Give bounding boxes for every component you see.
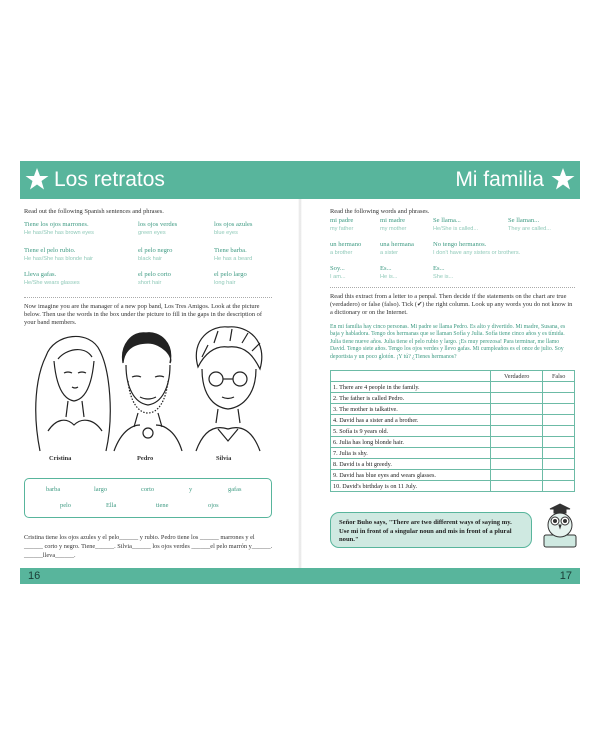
word-box-item: tiene (156, 502, 169, 509)
vocab-item: Es... He is... (380, 265, 398, 280)
penpal-letter: En mi familia hay cinco personas. Mi padre se llama Pedro. Es alto y divertido. Mi madre, Susana, es baja y habladora. Tengo dos hermanas que se llaman Sofía y Julia. Sofía tiene cinco años y es tímida. Julia tiene nueve años. Julia tiene el pelo rubio y largo. ¡Es muy perezosa! Para terminar, me llamo David. Tengo siete años. Tengo los ojos verdes y llevo gafas. Mi cumpleaños es el once de julio. Soy deportista y un poco glotón. ¡Y tú? ¿Tienes hermanos? (330, 324, 566, 360)
statement-cell: 4. David has a sister and a brother. (331, 415, 491, 426)
word-box-item: gafas (228, 486, 242, 493)
word-box-item: ojos (208, 502, 219, 509)
vocab-item: Se llama... He/She is called... (433, 217, 479, 232)
right-instruction-2: Read this extract from a letter to a penpal. Then decide if the statements on the chart are true (verdadero) or false (falso). Tick (✔) the right column. Look up any words you do not know in a dictionary or on the Internet. (330, 293, 573, 317)
vocab-item: Tiene barba. He has a beard (214, 247, 253, 262)
vocab-item: Tiene los ojos marrones. He has/She has brown eyes (24, 221, 94, 236)
vocab-item: un hermano a brother (330, 241, 362, 256)
verdadero-cell[interactable] (491, 393, 543, 404)
verdadero-cell[interactable] (491, 404, 543, 415)
table-header-row (331, 371, 575, 382)
statement-cell: 7. Julia is shy. (331, 448, 491, 459)
falso-cell[interactable] (543, 415, 575, 426)
table-row (331, 448, 575, 459)
table-row (331, 415, 575, 426)
statement-cell: 10. David's birthday is on 11 July. (331, 481, 491, 492)
table-header-falso: Falso (543, 371, 575, 382)
tip-bubble (330, 512, 532, 548)
book-spread (20, 161, 580, 584)
table-row (331, 393, 575, 404)
word-box-item: largo (94, 486, 108, 493)
statement-cell: 5. Sofía is 9 years old. (331, 426, 491, 437)
vocab-item: el pelo negro black hair (138, 247, 173, 262)
verdadero-cell[interactable] (491, 481, 543, 492)
right-instruction-1: Read the following words and phrases. (330, 208, 430, 215)
right-footer-band (300, 568, 580, 584)
verdadero-cell[interactable] (491, 470, 543, 481)
vocab-item: mi madre my mother (380, 217, 407, 232)
star-icon (550, 166, 576, 192)
word-box (24, 478, 272, 518)
vocab-item: No tengo hermanos. I don't have any sisters or brothers. (433, 241, 521, 256)
page-gutter (298, 199, 302, 569)
name-label-silvia: Silvia (216, 455, 232, 462)
falso-cell[interactable] (543, 448, 575, 459)
vocab-item: una hermana a sister (380, 241, 414, 256)
vocab-item: el pelo largo long hair (214, 271, 247, 286)
vocab-item: mi padre my father (330, 217, 354, 232)
verdadero-cell[interactable] (491, 415, 543, 426)
left-instruction-1: Read out the following Spanish sentences and phrases. (24, 208, 164, 215)
statement-cell: 1. There are 4 people in the family. (331, 382, 491, 393)
tip-text: Señor Buho says, "There are two different ways of saying my. Use mi in front of a singular noun and mis in front of a plural noun." (339, 519, 512, 543)
word-box-item: barba (46, 486, 61, 493)
name-label-cristina: Cristina (49, 455, 72, 462)
verdadero-cell[interactable] (491, 426, 543, 437)
page-number-right: 17 (559, 570, 572, 582)
falso-cell[interactable] (543, 470, 575, 481)
statement-cell: 6. Julia has long blonde hair. (331, 437, 491, 448)
star-icon (24, 166, 50, 192)
divider (330, 287, 575, 288)
falso-cell[interactable] (543, 481, 575, 492)
falso-cell[interactable] (543, 459, 575, 470)
falso-cell[interactable] (543, 404, 575, 415)
left-instruction-2: Now imagine you are the manager of a new pop band, Los Tres Amigos. Look at the picture below. Then use the words in the box under the picture to fill in the gaps in the description of your band members. (24, 303, 262, 327)
word-box-item: pelo (60, 502, 72, 509)
statement-cell: 8. David is a bit greedy. (331, 459, 491, 470)
vocab-item: los ojos verdes green eyes (138, 221, 178, 236)
right-page-title: Mi familia (455, 168, 544, 191)
word-box-item: corto (141, 486, 155, 493)
falso-cell[interactable] (543, 437, 575, 448)
vocab-item: Soy... I am... (330, 265, 346, 280)
word-box-item: Ella (106, 502, 117, 509)
statement-cell: 9. David has blue eyes and wears glasses. (331, 470, 491, 481)
falso-cell[interactable] (543, 426, 575, 437)
name-label-pedro: Pedro (137, 455, 154, 462)
table-header-verdadero: Verdadero (491, 371, 543, 382)
word-box-item: y (189, 486, 193, 493)
left-footer-band (20, 568, 300, 584)
owl-icon (540, 501, 580, 549)
page-number-left: 16 (28, 570, 41, 582)
table-row (331, 404, 575, 415)
table-header (331, 371, 491, 382)
statement-cell: 3. The mother is talkative. (331, 404, 491, 415)
table-row (331, 437, 575, 448)
statement-cell: 2. The father is called Pedro. (331, 393, 491, 404)
verdadero-cell[interactable] (491, 459, 543, 470)
divider (24, 297, 272, 298)
table-row (331, 382, 575, 393)
falso-cell[interactable] (543, 393, 575, 404)
table-row (331, 481, 575, 492)
true-false-table (330, 370, 575, 492)
band-members-illustration (28, 321, 268, 456)
vocab-item: el pelo corto short hair (138, 271, 171, 286)
vocab-item: Es... She is... (433, 265, 454, 280)
verdadero-cell[interactable] (491, 437, 543, 448)
fill-in-paragraph: Cristina tiene los ojos azules y el pelo______ y rubio. Pedro tiene los ______ marrones y el ______ corto y negro. Tiene______. Silvia______ los ojos verdes ______el pelo marrón y______. ______lleva______. (24, 534, 273, 559)
falso-cell[interactable] (543, 382, 575, 393)
table-row (331, 459, 575, 470)
vocab-item: Se llaman... They are called... (508, 217, 551, 232)
table-row (331, 426, 575, 437)
vocab-item: Tiene el pelo rubio. He has/She has blonde hair (24, 247, 94, 262)
table-row (331, 470, 575, 481)
verdadero-cell[interactable] (491, 382, 543, 393)
vocab-item: Lleva gafas. He/She wears glasses (24, 271, 80, 286)
vocab-item: los ojos azules blue eyes (214, 221, 253, 236)
left-page-title: Los retratos (54, 168, 165, 191)
verdadero-cell[interactable] (491, 448, 543, 459)
